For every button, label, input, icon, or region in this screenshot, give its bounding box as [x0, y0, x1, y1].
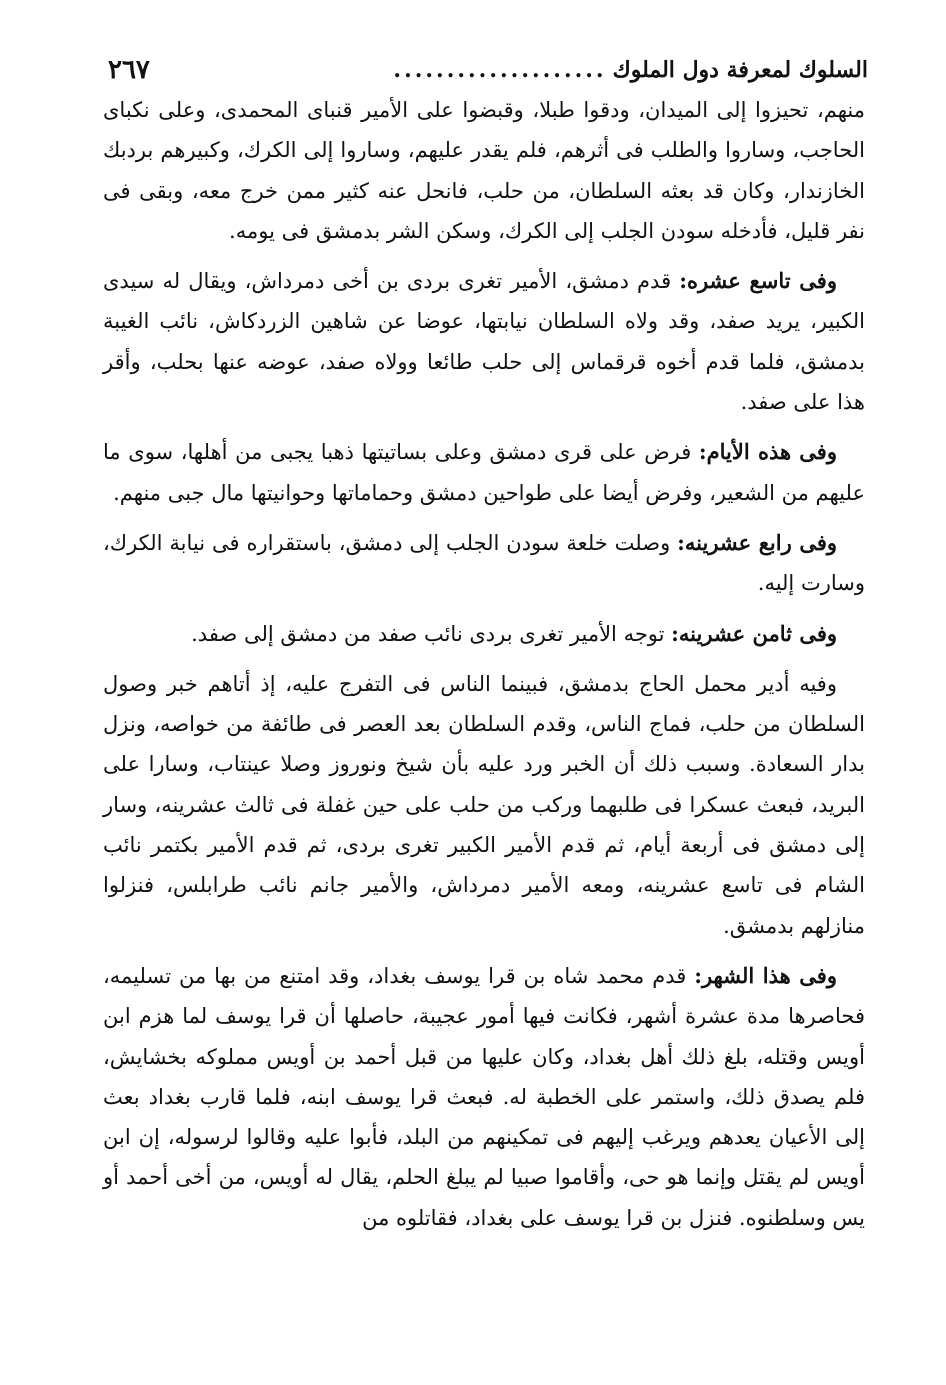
paragraph-lead: وفى هذا الشهر:: [694, 962, 837, 988]
paragraph: [103, 90, 865, 251]
paragraph-text: توجه الأمير تغرى بردى نائب صفد من دمشق إلى صفد.: [191, 621, 672, 646]
paragraph: [103, 261, 865, 422]
paragraph-text: وفيه أدير محمل الحاج بدمشق، فبينما الناس فى التفرج عليه، إذ أتاهم خبر وصول السلطان من حلب، فماج الناس، وقدم السلطان بعد العصر فى طائفة من خواصه، ونزل بدار السعادة. وسبب ذلك أن الخبر ورد عليه بأن شيخ ونوروز وصلا عينتاب، وسارا على البريد، فبعث عسكرا فى طلبهما وركب من حلب على حين غفلة فى ثالث عشرينه، وسار إلى دمشق فى أربعة أيام، ثم قدم الأمير الكبير تغرى بردى، ثم قدم الأمير بكتمر نائب الشام فى تاسع عشرينه، ومعه الأمير دمرداش، والأمير جانم نائب طرابلس، فنزلوا منازلهم بدمشق.: [103, 671, 865, 938]
book-title: السلوك لمعرفة دول الملوك: [612, 57, 868, 83]
paragraph-lead: وفى هذه الأيام:: [698, 439, 837, 465]
paragraph: [103, 523, 865, 604]
paragraph-text: قدم دمشق، الأمير تغرى بردى بن أخى دمرداش، ويقال له سيدى الكبير، يريد صفد، وقد ولاه السلطان نيابتها، عوضا عن شاهين الزردكاش، نائب الغيبة بدمشق، فلما قدم أخوه قرقماس إلى حلب طائعا وولاه صفد، عوضه عنها بحلب، وأقر هذا على صفد.: [103, 269, 865, 415]
running-header: [108, 50, 868, 90]
paragraph-lead: وفى ثامن عشرينه:: [671, 620, 837, 646]
paragraph: [103, 614, 865, 654]
paragraph: [103, 664, 865, 946]
paragraph-text: منهم، تحيزوا إلى الميدان، ودقوا طبلا، وقبضوا على الأمير قنباى المحمدى، وعلى نكباى الحاجب، وساروا والطلب فى أثرهم، فلم يقدر عليهم، وساروا إلى الكرك، وكبيرهم بردبك الخازندار، وكان قد بعثه السلطان، من حلب، فانحل عنه كثير ممن خرج معه، وبقى فى نفر قليل، فأدخله سودن الجلب إلى الكرك، وسكن الشر بدمشق فى يومه.: [103, 98, 865, 243]
leader-dots: ....................: [393, 57, 607, 83]
page-body: [103, 90, 865, 1248]
paragraph: [103, 432, 865, 513]
paragraph-text: وصلت خلعة سودن الجلب إلى دمشق، باستقراره فى نيابة الكرك، وسارت إليه.: [103, 530, 865, 596]
page-number: ٢٦٧: [108, 55, 150, 85]
paragraph-text: قدم محمد شاه بن قرا يوسف بغداد، وقد امتنع من بها من تسليمه، فحاصرها مدة عشرة أشهر، فكانت فيها أمور عجيبة، حاصلها أن قرا يوسف لما هزم ابن أويس وقتله، بلغ ذلك أهل بغداد، وكان عليها من قبل أحمد بن أويس مملوكه بخشايش، فلم يصدق ذلك، واستمر على الخطبة له. فبعث قرا يوسف ابنه، فلما قارب بغداد بعث إلى الأعيان يعدهم ويرغب إليهم فى تمكينهم من البلد، فأبوا عليه وقالوا لرسوله، إن ابن أويس لم يقتل وإنما هو حى، وأقاموا صبيا لم يبلغ الحلم، يقال له أويس، من أخى أحمد أو يس وسلطنوه. فنزل بن قرا يوسف على بغداد، فقاتلوه من: [103, 963, 865, 1230]
paragraph: [103, 956, 865, 1238]
paragraph-text: فرض على قرى دمشق وعلى بساتيتها ذهبا يجبى من أهلها، سوى ما عليهم من الشعير، وفرض أيضا على طواحين دمشق وحماماتها وحوانيتها مال جبى منهم.: [103, 440, 865, 505]
paragraph-lead: وفى تاسع عشره:: [679, 268, 837, 294]
paragraph-lead: وفى رابع عشرينه:: [677, 529, 837, 555]
